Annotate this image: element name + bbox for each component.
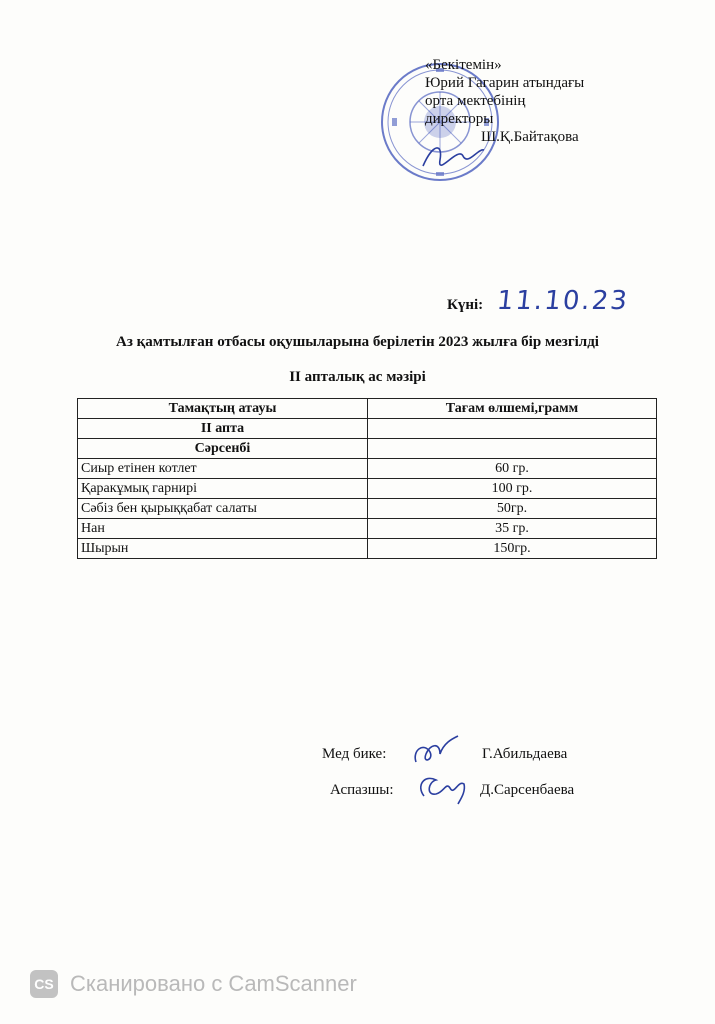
- approval-position: директоры: [425, 111, 494, 127]
- header-portion-size: Тағам өлшемі,грамм: [368, 399, 657, 419]
- dish-amount: 60 гр.: [368, 459, 657, 479]
- dish-amount: 35 гр.: [368, 519, 657, 539]
- dish-name: Сәбіз бен қырыққабат салаты: [78, 499, 368, 519]
- camscanner-logo-icon: CS: [30, 970, 58, 998]
- table-row: [78, 479, 657, 499]
- cook-signature: [414, 766, 474, 806]
- empty-cell: [368, 439, 657, 459]
- table-row: [78, 439, 657, 459]
- document-title: Аз қамтылған отбасы оқушыларына берілетін 2023 жылға бір мезгілді: [116, 334, 599, 350]
- cook-name: Д.Сарсенбаева: [480, 782, 575, 798]
- menu-table: [77, 398, 657, 559]
- table-row: [78, 499, 657, 519]
- week-label: II апта: [78, 419, 368, 439]
- date-row: [447, 288, 629, 314]
- dish-name: Шырын: [78, 539, 368, 559]
- dish-name: Нан: [78, 519, 368, 539]
- table-header-row: [78, 399, 657, 419]
- table-row: [78, 459, 657, 479]
- table-row: [78, 519, 657, 539]
- director-signature: [418, 138, 488, 173]
- day-label: Сәрсенбі: [78, 439, 368, 459]
- cook-label: Аспазшы:: [330, 782, 394, 798]
- header-dish-name: Тамақтың атауы: [78, 399, 368, 419]
- nurse-signature: [410, 732, 470, 770]
- nurse-name: Г.Абильдаева: [482, 746, 568, 762]
- document-subtitle: II апталық ас мәзірі: [289, 369, 426, 385]
- dish-name: Қаракұмық гарнирі: [78, 479, 368, 499]
- dish-amount: 100 гр.: [368, 479, 657, 499]
- approval-school-type: орта мектебінің: [425, 93, 526, 109]
- table-row: [78, 419, 657, 439]
- empty-cell: [368, 419, 657, 439]
- approval-director-name: Ш.Қ.Байтақова: [481, 129, 579, 145]
- table-row: [78, 539, 657, 559]
- nurse-label: Мед бике:: [322, 746, 387, 762]
- dish-amount: 150гр.: [368, 539, 657, 559]
- dish-amount: 50гр.: [368, 499, 657, 519]
- approval-school-name: Юрий Гагарин атындағы: [425, 75, 585, 91]
- dish-name: Сиыр етінен котлет: [78, 459, 368, 479]
- date-value: 11.10.23: [495, 286, 631, 316]
- approval-heading: «Бекітемін»: [425, 57, 502, 73]
- date-label: Күні:: [447, 297, 484, 313]
- camscanner-watermark: [30, 970, 357, 998]
- camscanner-text: Сканировано с CamScanner: [70, 971, 357, 996]
- approval-block: [425, 56, 705, 146]
